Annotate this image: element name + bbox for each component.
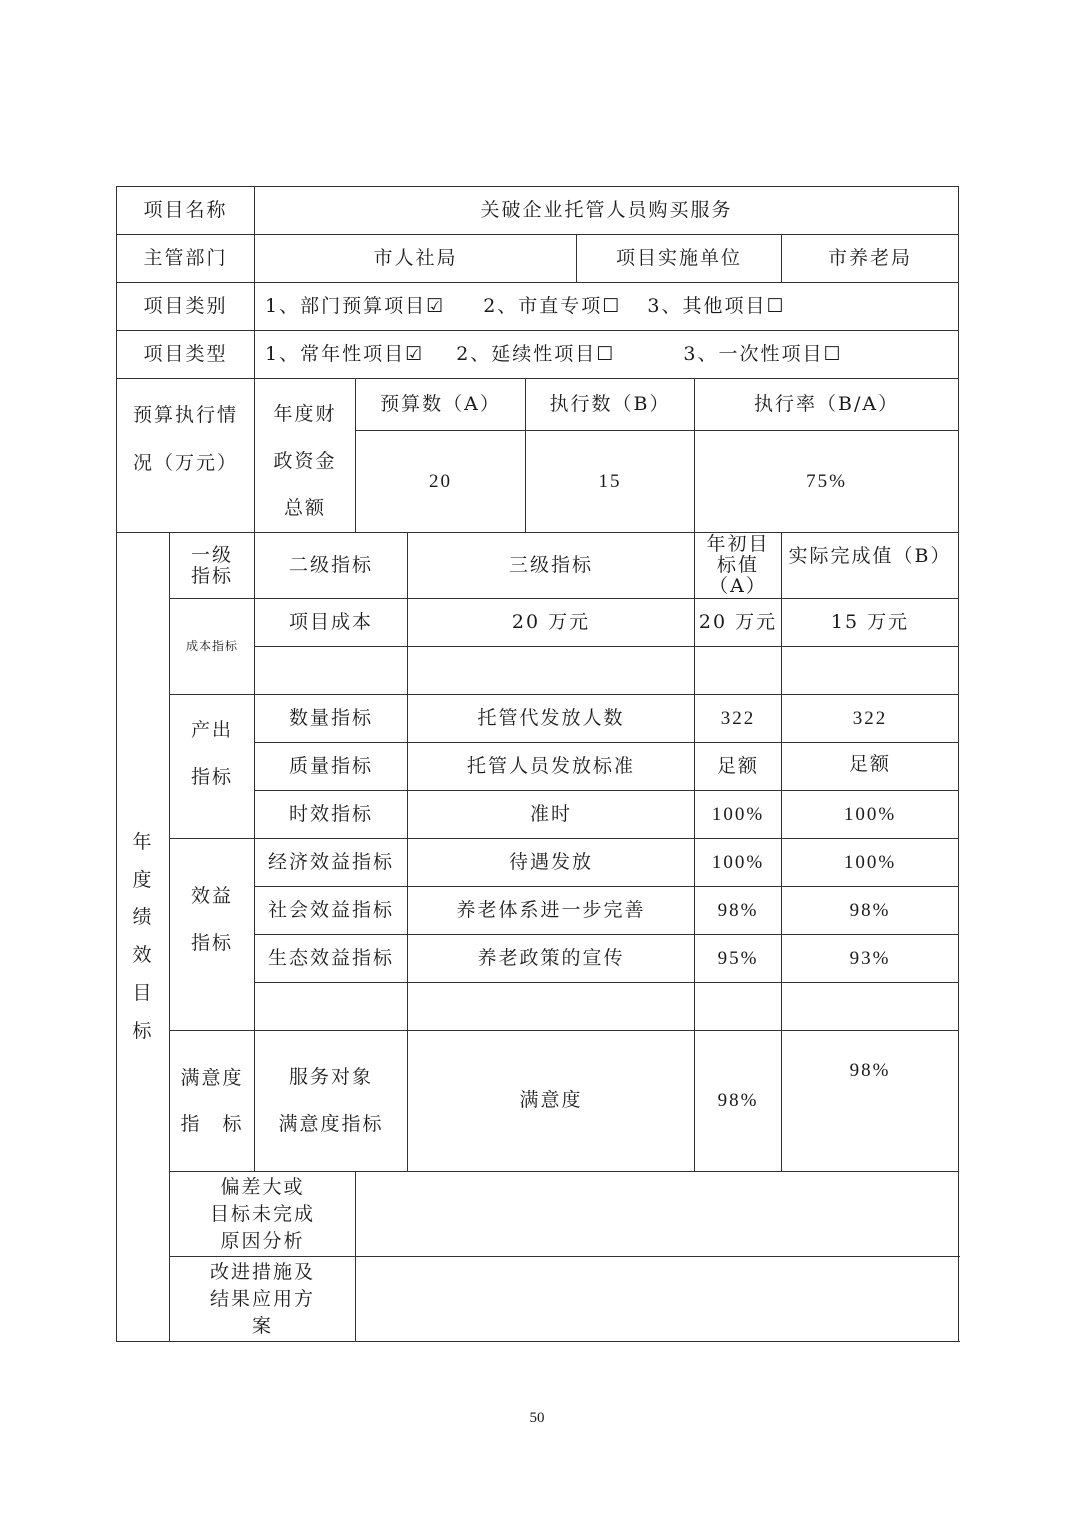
benefit-row-3-l3: 养老政策的宣传 xyxy=(408,935,695,983)
header-level1 xyxy=(170,533,255,599)
type-opt-onetime: 3、一次性项目☐ xyxy=(683,342,843,365)
header-level1-line1: 一级 xyxy=(191,543,234,566)
benefit-row-1-actual: 100% xyxy=(782,839,959,887)
satisfaction-indicator-label xyxy=(170,1031,255,1172)
project-name-label: 项目名称 xyxy=(117,187,255,235)
cost-row-1-actual: 15 万元 xyxy=(782,599,959,647)
output-row-3-l2: 时效指标 xyxy=(255,791,408,839)
improve-content xyxy=(356,1257,959,1342)
dept-value: 市人社局 xyxy=(255,235,577,283)
category-opt-city-special: 2、市直专项☐ xyxy=(483,294,622,317)
cost-row-2-actual xyxy=(782,647,959,695)
benefit-row-4-target xyxy=(695,983,782,1031)
improve-line2: 结果应用方 xyxy=(210,1287,316,1310)
side-char-2: 度 xyxy=(132,868,154,891)
satisfaction-label-line1: 满意度 xyxy=(180,1067,244,1089)
page-number: 50 xyxy=(529,1410,545,1426)
output-row-2-l3: 托管人员发放标准 xyxy=(408,743,695,791)
type-options xyxy=(255,331,959,379)
performance-table xyxy=(116,186,959,1342)
benefit-row-3-target: 95% xyxy=(695,935,782,983)
budget-label-line1: 预算执行情 xyxy=(133,404,239,426)
benefit-row-2-actual: 98% xyxy=(782,887,959,935)
benefit-row-4-l2 xyxy=(255,983,408,1031)
output-row-1-actual: 322 xyxy=(782,695,959,743)
side-char-6: 标 xyxy=(132,1019,154,1042)
benefit-row-2-l3: 养老体系进一步完善 xyxy=(408,887,695,935)
category-opt-dept-budget: 1、部门预算项目☑ xyxy=(265,294,446,317)
header-target-line2: 标值 xyxy=(717,554,760,576)
cost-row-1-l2: 项目成本 xyxy=(255,599,408,647)
category-label: 项目类别 xyxy=(117,283,255,331)
output-row-2-l2: 质量指标 xyxy=(255,743,408,791)
output-row-2-actual: 足额 xyxy=(782,743,959,791)
impl-value: 市养老局 xyxy=(782,235,959,283)
output-row-3-target: 100% xyxy=(695,791,782,839)
output-label-line1: 产出 xyxy=(191,719,234,741)
side-char-4: 效 xyxy=(132,944,154,966)
output-row-3-l3: 准时 xyxy=(408,791,695,839)
benefit-indicator-label xyxy=(170,839,255,1031)
benefit-label-line1: 效益 xyxy=(191,885,234,907)
fund-line-1: 年度财 xyxy=(273,403,337,425)
fund-line-3: 总额 xyxy=(284,497,327,519)
header-target-line1: 年初目 xyxy=(706,533,770,555)
header-level3: 三级指标 xyxy=(408,533,695,599)
output-label-line2: 指标 xyxy=(191,766,234,788)
satisfaction-target: 98% xyxy=(695,1031,782,1172)
deviation-line2: 目标未完成 xyxy=(210,1202,316,1225)
category-options xyxy=(255,283,959,331)
fund-total-label xyxy=(255,379,356,533)
impl-label: 项目实施单位 xyxy=(577,235,782,283)
output-row-1-target: 322 xyxy=(695,695,782,743)
budget-val-rate: 75% xyxy=(695,431,959,533)
improve-line1: 改进措施及 xyxy=(210,1260,316,1283)
output-row-1-l3: 托管代发放人数 xyxy=(408,695,695,743)
type-opt-annual: 1、常年性项目☑ xyxy=(265,342,425,365)
fund-line-2: 政资金 xyxy=(273,450,337,472)
output-indicator-label xyxy=(170,695,255,839)
satisfaction-l2 xyxy=(255,1031,408,1172)
improve-label xyxy=(170,1257,356,1342)
benefit-label-line2: 指标 xyxy=(191,932,234,954)
satisfaction-actual: 98% xyxy=(782,1031,959,1172)
output-row-1-l2: 数量指标 xyxy=(255,695,408,743)
category-opt-other: 3、其他项目☐ xyxy=(647,294,786,317)
header-actual: 实际完成值（B） xyxy=(782,533,959,599)
budget-col-a: 预算数（A） xyxy=(356,379,526,431)
benefit-row-3-actual: 93% xyxy=(782,935,959,983)
budget-label-line2: 况（万元） xyxy=(133,452,239,474)
project-name-value: 关破企业托管人员购买服务 xyxy=(255,187,959,235)
header-level1-line2: 指标 xyxy=(191,564,234,587)
deviation-content xyxy=(356,1172,959,1257)
cost-row-2-target xyxy=(695,647,782,695)
benefit-row-1-l3: 待遇发放 xyxy=(408,839,695,887)
cost-indicator-label: 成本指标 xyxy=(170,599,255,695)
cost-row-1-l3: 20 万元 xyxy=(408,599,695,647)
budget-col-rate: 执行率（B/A） xyxy=(695,379,959,431)
output-row-3-actual: 100% xyxy=(782,791,959,839)
benefit-row-4-l3 xyxy=(408,983,695,1031)
satisfaction-l2-line2: 满意度指标 xyxy=(278,1113,384,1135)
benefit-row-3-l2: 生态效益指标 xyxy=(255,935,408,983)
header-target xyxy=(695,533,782,599)
type-opt-continuing: 2、延续性项目☐ xyxy=(456,342,616,365)
satisfaction-label-line2: 指 标 xyxy=(180,1113,244,1135)
output-row-2-target: 足额 xyxy=(695,743,782,791)
side-char-3: 绩 xyxy=(132,906,154,929)
header-target-line3: （A） xyxy=(709,575,767,597)
deviation-line3: 原因分析 xyxy=(220,1229,305,1252)
deviation-label xyxy=(170,1172,356,1257)
benefit-row-1-target: 100% xyxy=(695,839,782,887)
cost-row-2-l3 xyxy=(408,647,695,695)
improve-line3: 案 xyxy=(252,1314,274,1337)
type-label: 项目类型 xyxy=(117,331,255,379)
benefit-row-4-actual xyxy=(782,983,959,1031)
budget-label xyxy=(117,379,255,533)
satisfaction-l3: 满意度 xyxy=(408,1031,695,1172)
side-char-5: 目 xyxy=(132,981,154,1004)
dept-label: 主管部门 xyxy=(117,235,255,283)
budget-val-a: 20 xyxy=(356,431,526,533)
budget-col-b: 执行数（B） xyxy=(526,379,695,431)
budget-val-b: 15 xyxy=(526,431,695,533)
satisfaction-l2-line1: 服务对象 xyxy=(289,1066,374,1088)
perf-side-label xyxy=(117,533,170,1342)
cost-row-1-target: 20 万元 xyxy=(695,599,782,647)
benefit-row-2-target: 98% xyxy=(695,887,782,935)
header-level2: 二级指标 xyxy=(255,533,408,599)
side-char-1: 年 xyxy=(132,830,154,853)
benefit-row-2-l2: 社会效益指标 xyxy=(255,887,408,935)
cost-row-2-l2 xyxy=(255,647,408,695)
benefit-row-1-l2: 经济效益指标 xyxy=(255,839,408,887)
deviation-line1: 偏差大或 xyxy=(220,1175,305,1198)
